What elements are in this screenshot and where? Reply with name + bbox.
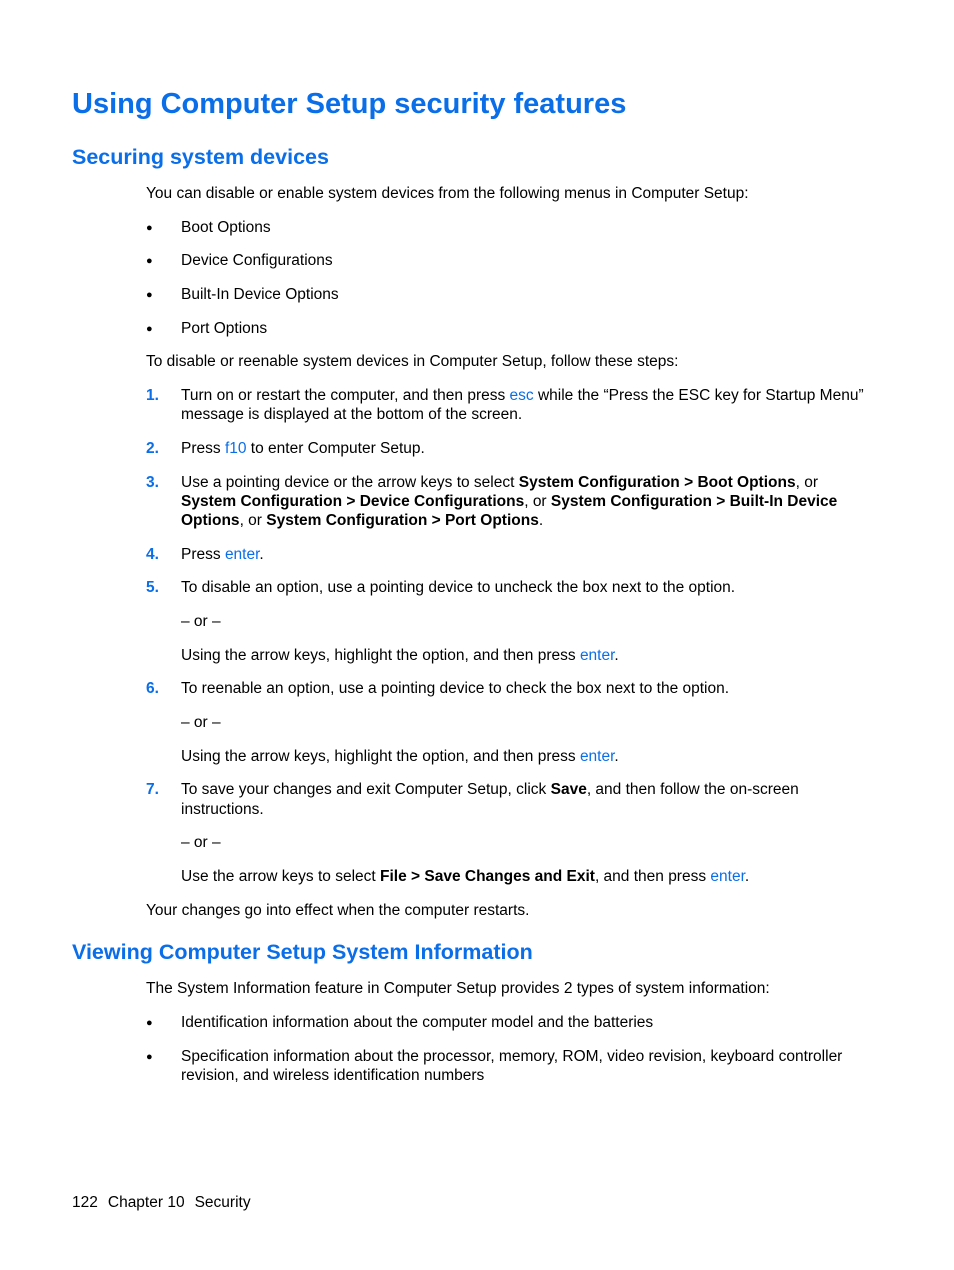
step-text: instructions. [181,801,264,818]
or-separator: – or – [181,834,221,851]
step-text: Options, or System Configuration > Port Options. [181,512,544,529]
section-closing: Your changes go into effect when the computer restarts. [146,902,530,919]
list-item: Built-In Device Options [181,286,339,303]
step-number: 3. [146,474,159,491]
step-number: 6. [146,680,159,697]
steps-intro: To disable or reenable system devices in Computer Setup, follow these steps: [146,353,679,370]
key-name: enter [224,546,260,563]
list-item: Boot Options [181,219,271,236]
step-number: 4. [146,546,159,563]
key-name: enter [579,647,615,664]
page-number: 122 [72,1194,98,1211]
key-name: esc [509,387,534,404]
bullet-icon: ● [146,323,153,335]
section-intro: You can disable or enable system devices from the following menus in Computer Setup: [146,185,749,202]
section-heading-securing-devices: Securing system devices [72,145,329,169]
list-item: Specification information about the processor, memory, ROM, video revision, keyboard controller [181,1048,843,1065]
list-item-continued: revision, and wireless identification numbers [181,1067,485,1084]
step-alt-text: Use the arrow keys to select File > Save Changes and Exit, and then press enter. [181,868,750,885]
page-footer [72,1193,261,1212]
step-number: 7. [146,781,159,798]
bullet-icon: ● [146,255,153,267]
bullet-icon: ● [146,222,153,234]
list-item: Identification information about the computer model and the batteries [181,1014,654,1031]
section-intro: The System Information feature in Computer Setup provides 2 types of system information: [146,980,770,997]
step-text: Turn on or restart the computer, and then press esc while the “Press the ESC key for Startup Menu” [181,387,864,404]
step-text: To save your changes and exit Computer Setup, click Save, and then follow the on-screen [181,781,799,798]
chapter-label: Chapter 10 [107,1194,185,1211]
list-item: Device Configurations [181,252,333,269]
or-separator: – or – [181,714,221,731]
key-name: f10 [224,440,247,457]
step-text: System Configuration > Device Configurations, or System Configuration > Built-In Device [181,493,838,510]
bullet-icon: ● [146,289,153,301]
bullet-icon: ● [146,1017,153,1029]
step-number: 1. [146,387,159,404]
chapter-section: Security [194,1194,251,1211]
step-text: To disable an option, use a pointing device to uncheck the box next to the option. [181,579,736,596]
step-number: 2. [146,440,159,457]
step-alt-text: Using the arrow keys, highlight the option, and then press enter. [181,647,619,664]
step-text: message is displayed at the bottom of the screen. [181,406,523,423]
bullet-icon: ● [146,1051,153,1063]
key-name: enter [710,868,745,885]
step-text: Press f10 to enter Computer Setup. [181,440,425,457]
step-number: 5. [146,579,159,596]
list-item: Port Options [181,320,268,337]
step-alt-text: Using the arrow keys, highlight the option, and then press enter. [181,748,619,765]
page-title: Using Computer Setup security features [72,88,627,120]
or-separator: – or – [181,613,221,630]
key-name: enter [579,748,615,765]
step-text: To reenable an option, use a pointing device to check the box next to the option. [181,680,730,697]
step-text: Press enter. [181,546,264,563]
step-text: Use a pointing device or the arrow keys to select System Configuration > Boot Options, or [181,474,818,491]
section-heading-system-information: Viewing Computer Setup System Information [72,940,533,964]
